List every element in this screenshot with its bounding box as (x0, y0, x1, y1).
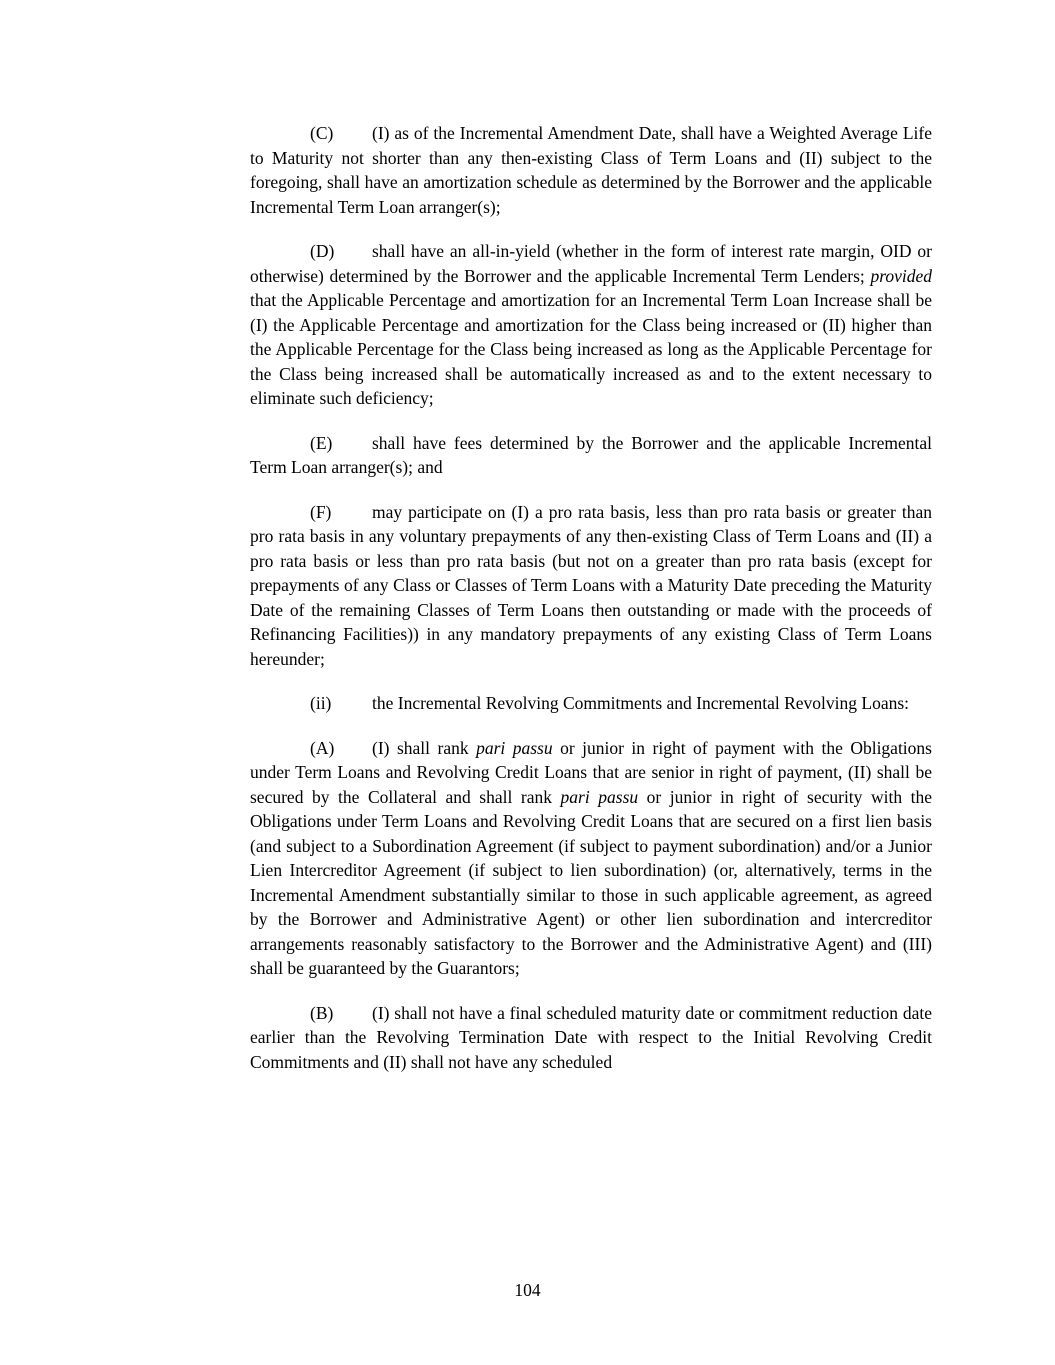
clause-ii-text: the Incremental Revolving Commitments and Incremental Revolving Loans: (372, 693, 910, 713)
clause-d (250, 239, 932, 411)
clause-c-label: (C) (310, 123, 334, 143)
clause-ii (250, 691, 932, 716)
clause-b (250, 1001, 932, 1075)
clause-d-text-italic: provided (870, 265, 932, 286)
clause-b-label: (B) (310, 1002, 334, 1023)
document-body (250, 121, 932, 1094)
clause-a-label: (A) (310, 737, 335, 758)
clause-e (250, 431, 932, 480)
clause-a (250, 736, 932, 981)
clause-a-text-italic-2: pari passu (560, 786, 639, 807)
clause-a-text-2: or junior in right of payment with the Obligations under Term Loans and Revolving Credit Loans that are senior in right of payment, (II) shall be secured by the Collateral and shall rank (250, 737, 932, 807)
clause-e-label: (E) (310, 432, 333, 453)
clause-a-text-3: or junior in right of security with the Obligations under Term Loans and Revolving Credit Loans that are secured on a first lien basis (and subject to a Subordination Agreement (if subject to payment subordination) and/or a Junior Lien Intercreditor Agreement (if subject to lien subordination) (or, alternatively, terms in the Incremental Amendment substantially similar to those in such applicable agreement, as agreed by the Borrower and Administrative Agent) or other lien subordination and intercreditor arrangements reasonably satisfactory to the Borrower and the Administrative Agent) and (III) shall be guaranteed by the Guarantors; (250, 786, 933, 978)
clause-c-text: (I) as of the Incremental Amendment Date, shall have a Weighted Average Life to Maturity not shorter than any then-existing Class of Term Loans and (II) subject to the foregoing, shall have an amortization schedule as determined by the Borrower and the applicable Incremental Term Loan arranger(s); (250, 123, 932, 217)
clause-b-text: (I) shall not have a final scheduled maturity date or commitment reduction date earlier than the Revolving Termination Date with respect to the Initial Revolving Credit Commitments and (II) shall not have any scheduled (250, 1002, 932, 1072)
clause-f-text: may participate on (I) a pro rata basis, less than pro rata basis or greater than pro rata basis in any voluntary prepayments of any then-existing Class of Term Loans and (II) a pro rata basis or less than pro rata basis (but not on a greater than pro rata basis (except for prepayments of any Class or Classes of Term Loans with a Maturity Date preceding the Maturity Date of the remaining Classes of Term Loans then outstanding or made with the proceeds of Refinancing Facilities)) in any mandatory prepayments of any existing Class of Term Loans hereunder; (250, 501, 932, 669)
clause-f (250, 500, 932, 672)
clause-ii-label: (ii) (310, 693, 332, 713)
page-number: 104 (514, 1280, 541, 1300)
clause-e-text: shall have fees determined by the Borrower and the applicable Incremental Term Loan arranger(s); and (250, 432, 932, 477)
clause-d-text-2: that the Applicable Percentage and amortization for an Incremental Term Loan Increase shall be (I) the Applicable Percentage and amortization for the Class being increased or (II) higher than the Applicable Percentage for the Class being increased as long as the Applicable Percentage for the Class being increased shall be automatically increased as and to the extent necessary to eliminate such deficiency; (250, 290, 932, 408)
clause-a-text-italic-1: pari passu (476, 737, 553, 758)
clause-c (250, 121, 932, 219)
clause-d-text-1: shall have an all-in-yield (whether in the form of interest rate margin, OID or otherwise) determined by the Borrower and the applicable Incremental Term Lenders; (250, 241, 932, 286)
clause-d-label: (D) (310, 241, 335, 261)
clause-f-label: (F) (310, 501, 332, 522)
clause-a-text-1: (I) shall rank (372, 737, 477, 758)
